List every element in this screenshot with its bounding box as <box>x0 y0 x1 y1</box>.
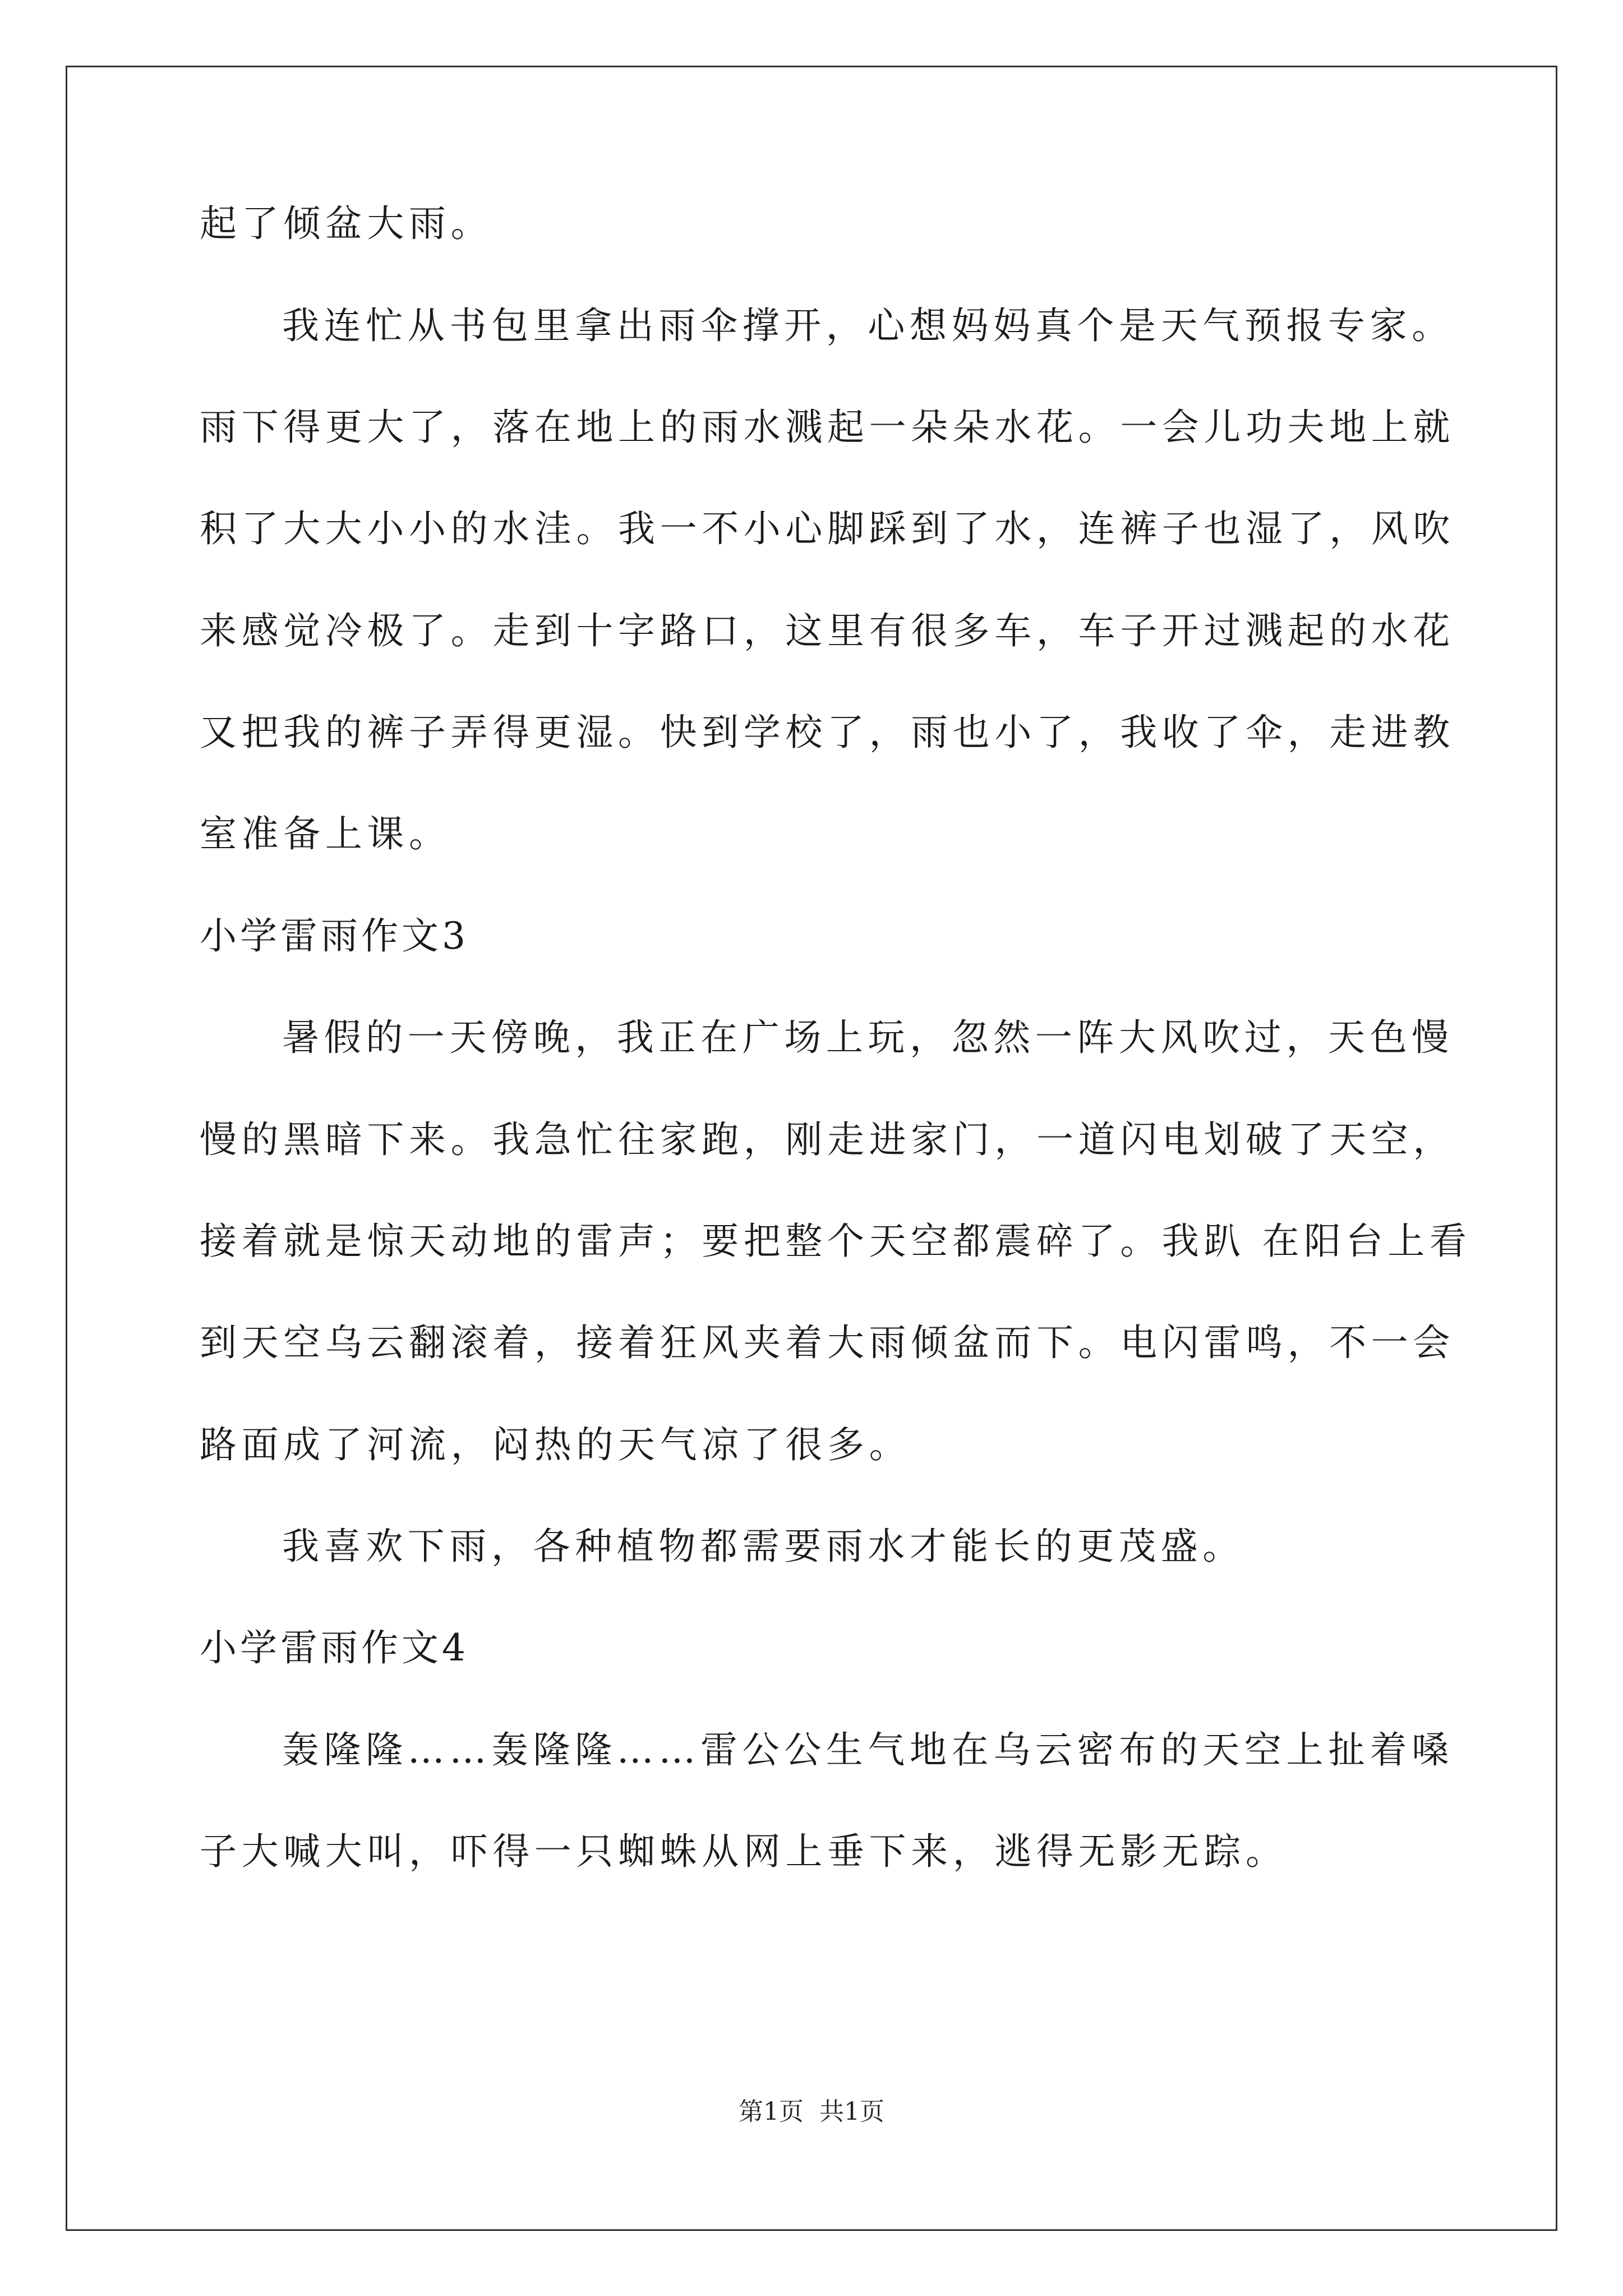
page-total-label: 共1页 <box>819 2097 884 2126</box>
section-heading: 小学雷雨作文3 <box>200 914 469 958</box>
text-line: 雨下得更大了，落在地上的雨水溅起一朵朵水花。一会儿功夫地上就 <box>200 406 1455 449</box>
page-footer <box>0 2095 1623 2129</box>
section-heading: 小学雷雨作文4 <box>200 1626 469 1669</box>
text-line: 来感觉冷极了。走到十字路口，这里有很多车，车子开过溅起的水花 <box>200 609 1455 652</box>
text-line: 子大喊大叫，吓得一只蜘蛛从网上垂下来，逃得无影无踪。 <box>200 1830 1288 1873</box>
paragraph-start: 我连忙从书包里拿出雨伞撑开，心想妈妈真个是天气预报专家。 <box>282 304 1454 347</box>
paragraph-start: 我喜欢下雨，各种植物都需要雨水才能长的更茂盛。 <box>282 1525 1244 1568</box>
paragraph-start: 暑假的一天傍晚，我正在广场上玩，忽然一阵大风吹过，天色慢 <box>282 1016 1454 1059</box>
text-line: 接着就是惊天动地的雷声；要把整个天空都震碎了。我趴 在阳台上看 <box>200 1220 1472 1263</box>
text-line: 又把我的裤子弄得更湿。快到学校了，雨也小了，我收了伞，走进教 <box>200 711 1455 754</box>
page-current-label: 第1页 <box>739 2097 804 2126</box>
text-line: 到天空乌云翻滚着，接着狂风夹着大雨倾盆而下。电闪雷鸣，不一会 <box>200 1321 1455 1364</box>
text-line: 室准备上课。 <box>200 812 451 855</box>
text-line: 慢的黑暗下来。我急忙往家跑，刚走进家门，一道闪电划破了天空， <box>200 1118 1455 1161</box>
text-line: 路面成了河流，闷热的天气凉了很多。 <box>200 1423 911 1466</box>
paragraph-start: 轰隆隆……轰隆隆……雷公公生气地在乌云密布的天空上扯着嗓 <box>282 1728 1454 1772</box>
text-line: 起了倾盆大雨。 <box>200 202 493 245</box>
text-line: 积了大大小小的水洼。我一不小心脚踩到了水，连裤子也湿了，风吹 <box>200 507 1455 550</box>
